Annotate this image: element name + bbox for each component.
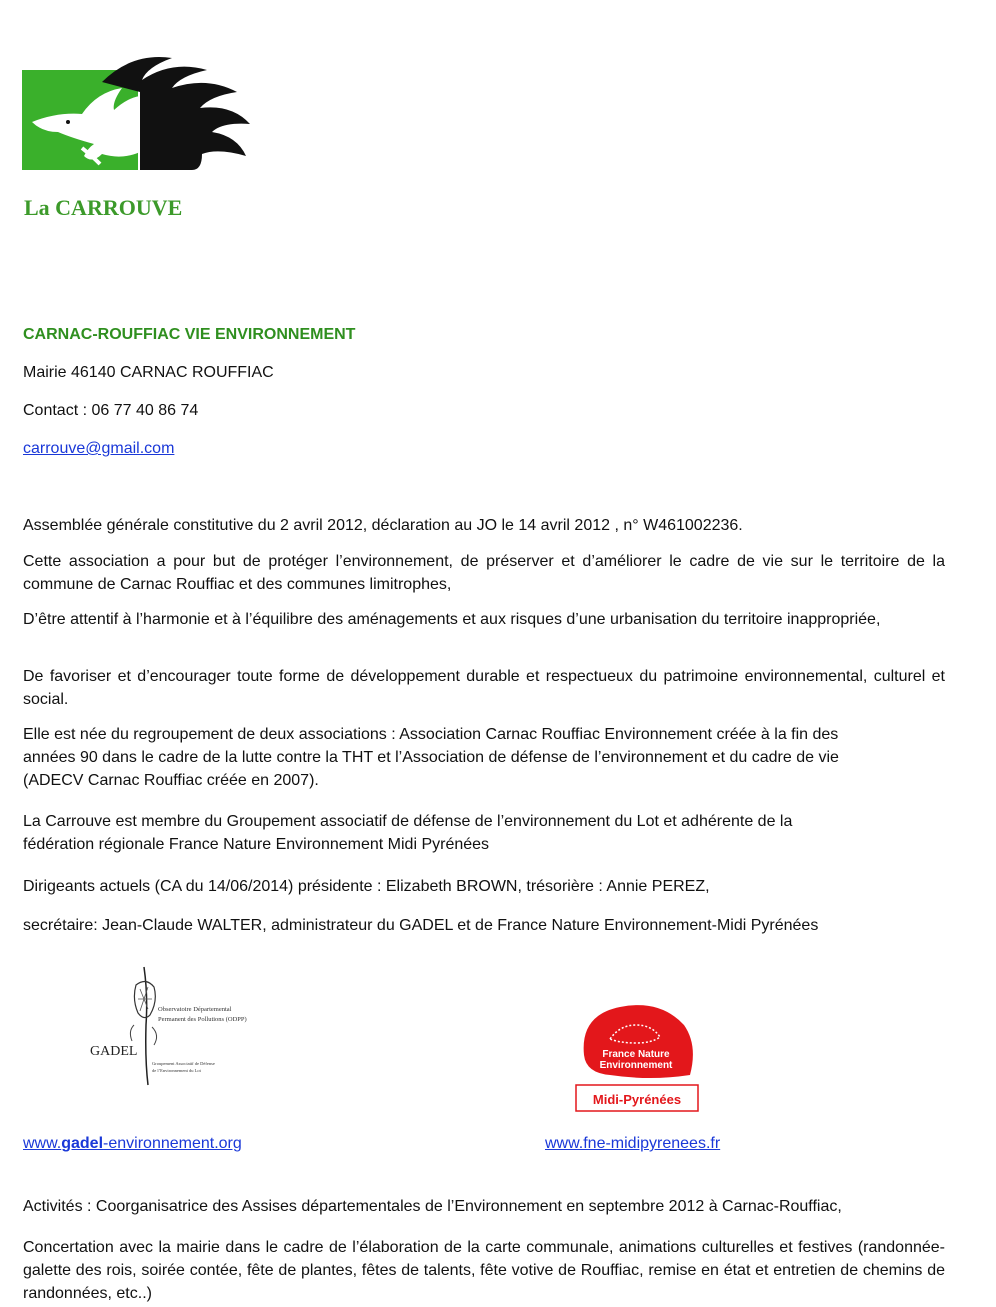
- paragraph-membership-line1: La Carrouve est membre du Groupement associatif de défense de l’environnement du Lot et adhérente de la: [23, 813, 793, 830]
- address: Mairie 46140 CARNAC ROUFFIAC: [23, 364, 274, 381]
- phone: Contact : 06 77 40 86 74: [23, 402, 199, 419]
- paragraph-origin-line3: (ADECV Carnac Rouffiac créée en 2007).: [23, 772, 319, 789]
- gadel-link[interactable]: www.gadel-environnement.org: [23, 1135, 242, 1152]
- activities-concertation: Concertation avec la mairie dans le cadre de l’élaboration de la carte communale, animations culturelles et festives (randonnée-galette des rois, soirée contée, fête de plantes, fêtes de talents, fête votive de Rouffiac, remise en état et entretien de chemins de randonnées, etc..): [23, 1239, 945, 1302]
- paragraph-origin-line2: années 90 dans le cadre de la lutte contre la THT et l’Association de défense de l’environnement et du cadre de vie: [23, 749, 839, 766]
- fne-logo-region: Midi-Pyrénées: [592, 1092, 682, 1107]
- gadel-logo-word: GADEL: [90, 1044, 138, 1059]
- gadel-logo-line1: Observatoire Départemental: [158, 1006, 232, 1013]
- paragraph-harmony: D’être attentif à l’harmonie et à l’équilibre des aménagements et aux risques d’une urbanisation du territoire inappropriée,: [23, 611, 881, 628]
- org-name: CARNAC-ROUFFIAC VIE ENVIRONNEMENT: [23, 326, 356, 343]
- brand-name: La CARROUVE: [24, 195, 183, 220]
- fne-logo-line2: Environnement: [599, 1060, 673, 1071]
- fne-logo: [570, 995, 702, 1115]
- paragraph-origin-line1: Elle est née du regroupement de deux associations : Association Carnac Rouffiac Environnement créée à la fin des: [23, 726, 839, 743]
- email-link[interactable]: carrouve@gmail.com: [23, 440, 175, 457]
- fne-link[interactable]: www.fne-midipyrenees.fr: [545, 1135, 721, 1152]
- paragraph-leaders: Dirigeants actuels (CA du 14/06/2014) présidente : Elizabeth BROWN, trésorière : Annie PEREZ,: [23, 878, 710, 895]
- paragraph-purpose: Cette association a pour but de protéger l’environnement, de préserver et d’améliorer le cadre de vie sur le territoire de la commune de Carnac Rouffiac et des communes limitrophes,: [23, 553, 945, 593]
- gadel-logo-line3: Groupement Associatif de Défense: [152, 1061, 215, 1066]
- fne-logo-line1: France Nature: [602, 1049, 670, 1060]
- activities-line: Activités : Coorganisatrice des Assises départementales de l’Environnement en septembre 2012 à Carnac-Rouffiac,: [23, 1198, 842, 1215]
- gadel-logo-line4: de l’Environnement du Lot: [152, 1068, 201, 1073]
- paragraph-assembly: Assemblée générale constitutive du 2 avril 2012, déclaration au JO le 14 avril 2012 , n° W461002236.: [23, 517, 743, 534]
- paragraph-development: De favoriser et d’encourager toute forme de développement durable et respectueux du patrimoine environnemental, culturel et social.: [23, 668, 945, 708]
- carrouve-logo: [22, 52, 254, 172]
- paragraph-secretary: secrétaire: Jean-Claude WALTER, administrateur du GADEL et de France Nature Environnement-Midi Pyrénées: [23, 917, 819, 934]
- gadel-logo: [88, 965, 248, 1087]
- paragraph-membership-line2: fédération régionale France Nature Environnement Midi Pyrénées: [23, 836, 490, 853]
- gadel-logo-line2: Permanent des Pollutions (ODPP): [158, 1016, 247, 1023]
